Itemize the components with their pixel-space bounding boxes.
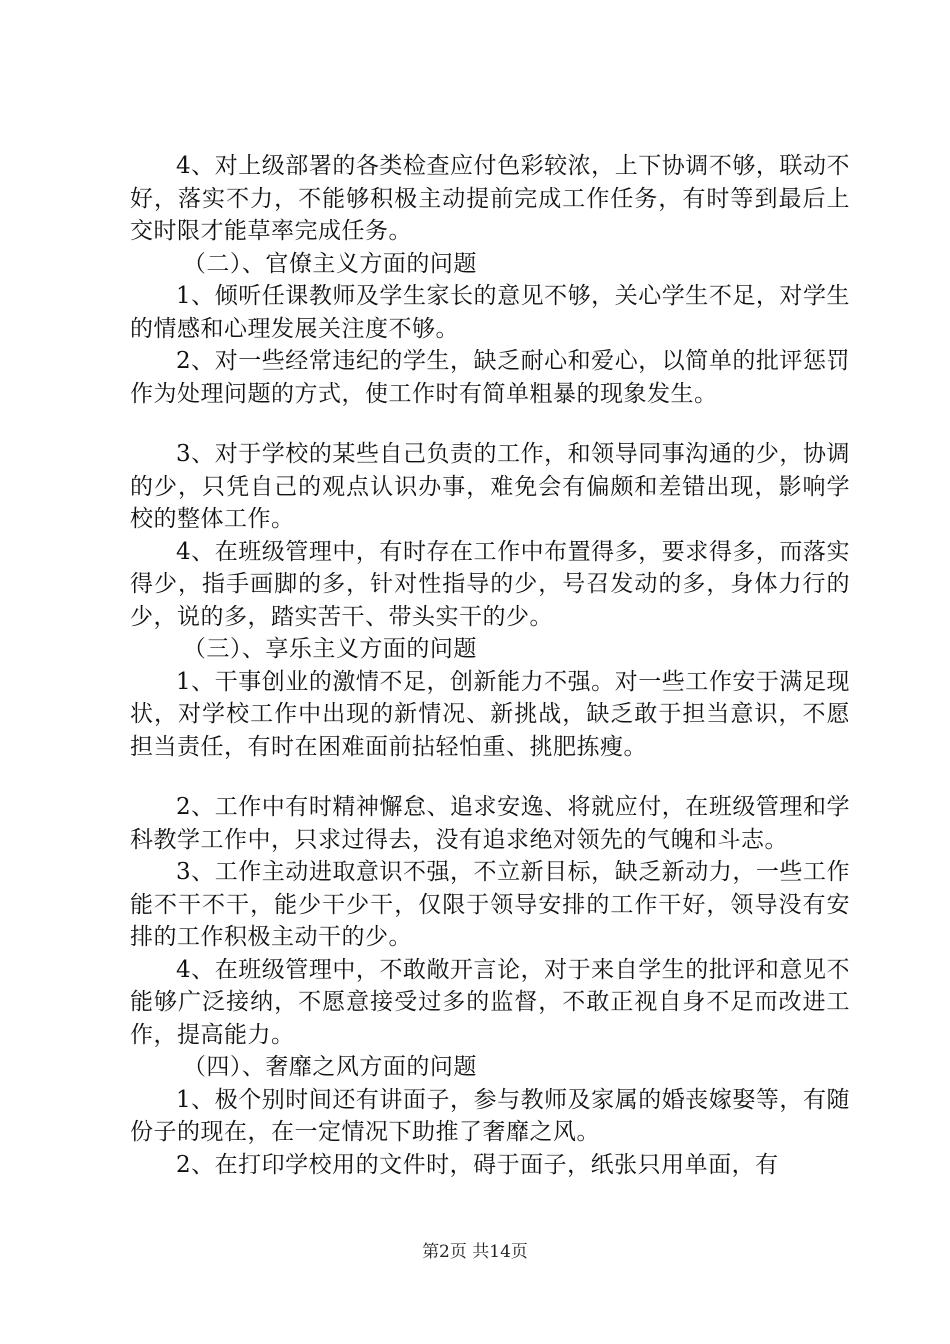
paragraph-item-2-patience: 2、对一些经常违纪的学生，缺乏耐心和爱心，以简单的批评惩罚作为处理问题的方式，使工作时有简单粗暴的现象发生。 [130, 348, 850, 407]
section-heading-hedonism: （三）、享乐主义方面的问题 [182, 636, 477, 662]
paragraph-item-2-printing: 2、在打印学校用的文件时，碍于面子，纸张只用单面，有 [176, 1151, 779, 1178]
section-heading-extravagance: （四）、奢靡之风方面的问题 [182, 1054, 477, 1080]
paragraph-item-3-communication: 3、对于学校的某些自己负责的工作，和领导同事沟通的少，协调的少，只凭自己的观点认识办事，难免会有偏颇和差错出现，影响学校的整体工作。 [130, 441, 850, 532]
paragraph-item-4-coordination: 4、对上级部署的各类检查应付色彩较浓，上下协调不够，联动不好，落实不力，不能够积极主动提前完成工作任务，有时等到最后上交时限才能草率完成任务。 [130, 153, 850, 244]
paragraph-item-1-listening: 1、倾听任课教师及学生家长的意见不够，关心学生不足，对学生的情感和心理发展关注度不够。 [130, 283, 850, 342]
section-heading-bureaucratism: （二）、官僚主义方面的问题 [182, 250, 477, 277]
paragraph-item-4-criticism: 4、在班级管理中，不敢敞开言论，对于来自学生的批评和意见不能够广泛接纳，不愿意接受过多的监督，不敢正视自身不足而改进工作，提高能力。 [130, 956, 850, 1048]
paragraph-item-3-initiative: 3、工作主动进取意识不强，不立新目标，缺乏新动力，一些工作能不干不干，能少干少干，仅限于领导安排的工作干好，领导没有安排的工作积极主动干的少。 [130, 859, 850, 950]
document-body [130, 150, 850, 1181]
paragraph-item-4-implementation: 4、在班级管理中，有时存在工作中布置得多，要求得多，而落实得少，指手画脚的多，针对性指导的少，号召发动的多，身体力行的少，说的多，踏实苦干、带头实干的少。 [130, 538, 850, 630]
paragraph-item-2-spirit: 2、工作中有时精神懈怠、追求安逸、将就应付，在班级管理和学科教学工作中，只求过得去，没有追求绝对领先的气魄和斗志。 [130, 794, 850, 853]
paragraph-item-1-passion: 1、干事创业的激情不足，创新能力不强。对一些工作安于满足现状，对学校工作中出现的新情况、新挑战，缺乏敢于担当意识，不愿担当责任，有时在困难面前拈轻怕重、挑肥拣瘦。 [130, 668, 850, 760]
paragraph-item-1-face: 1、极个别时间还有讲面子，参与教师及家属的婚丧嫁娶等，有随份子的现在，在一定情况下助推了奢靡之风。 [130, 1086, 850, 1145]
page-number-footer: 第2页 共14页 [422, 1242, 528, 1262]
